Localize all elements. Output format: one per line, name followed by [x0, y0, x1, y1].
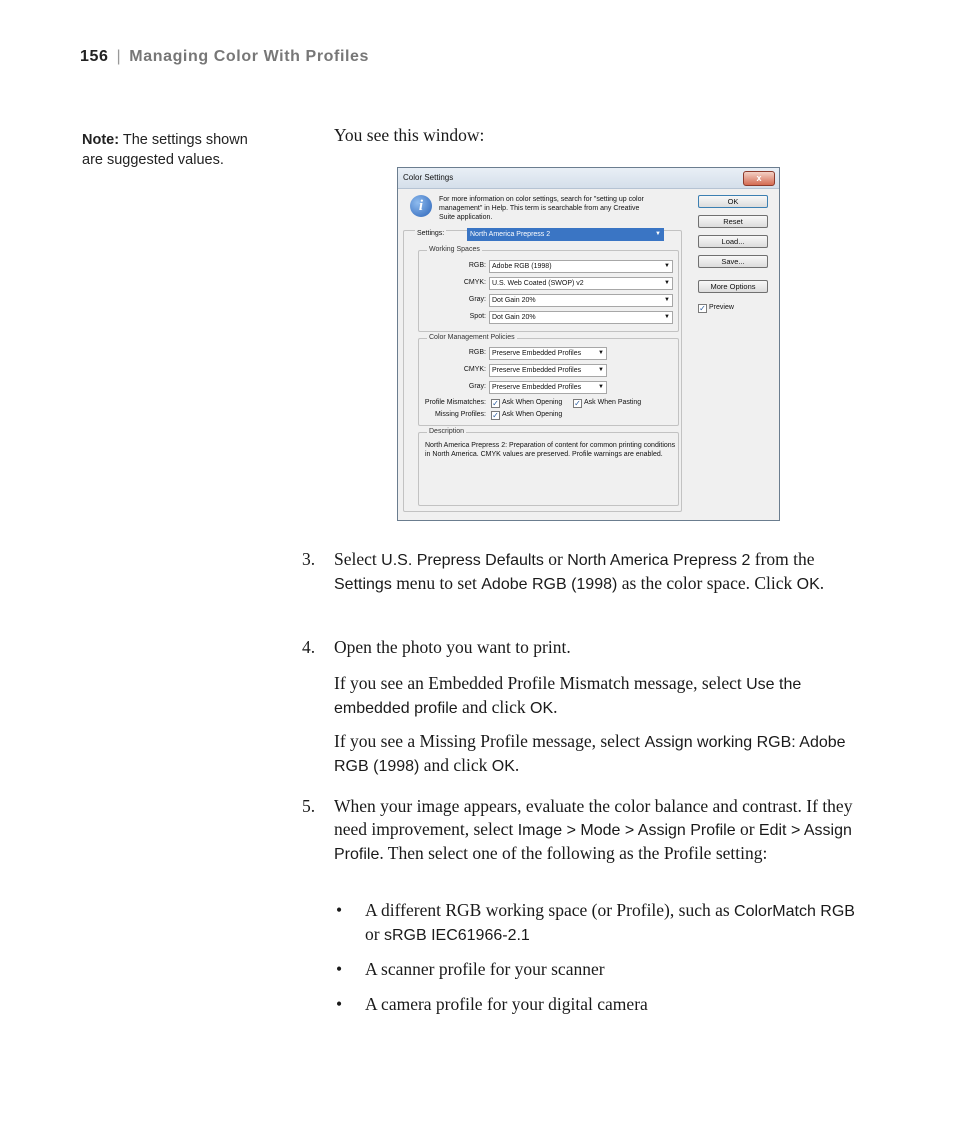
ui-term: Adobe RGB (1998) [481, 576, 618, 593]
text-run: or [735, 819, 759, 839]
description-legend: Description [429, 428, 465, 435]
more-options-button[interactable]: More Options [698, 280, 768, 293]
save-button[interactable]: Save... [698, 255, 768, 268]
chevron-down-icon: ▼ [664, 314, 670, 320]
ui-term: Use the embedded profile [334, 676, 802, 717]
ask-opening-label: Ask When Opening [502, 399, 563, 406]
ui-term: OK [530, 700, 554, 717]
bullet-item [336, 993, 865, 1016]
missing-ask-opening-label: Ask When Opening [502, 411, 563, 418]
ws-gray-label: Gray: [468, 296, 486, 303]
bullet-icon: • [336, 994, 343, 1014]
text-run: When your image appears, evaluate the color balance and contrast. If they need improvement, select [334, 796, 853, 839]
info-icon: i [410, 195, 432, 217]
reset-button[interactable]: Reset [698, 215, 768, 228]
bullet-item [336, 958, 865, 981]
chevron-down-icon: ▼ [664, 263, 670, 269]
bullet-text [365, 900, 855, 944]
settings-label: Settings: [417, 230, 445, 237]
text-run: from the [750, 549, 815, 569]
working-spaces-legend: Working Spaces [429, 246, 480, 253]
policy-gray-value: Preserve Embedded Profiles [492, 384, 582, 391]
ws-rgb-label: RGB: [468, 262, 486, 269]
ws-spot-select[interactable] [489, 311, 673, 324]
text-run: or [543, 549, 568, 569]
ui-term: OK [491, 758, 515, 775]
chevron-down-icon: ▼ [598, 367, 604, 373]
policy-rgb-value: Preserve Embedded Profiles [492, 350, 582, 357]
bullet-icon: • [336, 900, 343, 920]
bullet-item [336, 899, 865, 947]
text-run: or [365, 924, 384, 944]
ui-term: Image > Mode > Assign Profile [517, 822, 736, 839]
missing-label: Missing Profiles: [435, 411, 486, 418]
chevron-down-icon: ▼ [664, 280, 670, 286]
embedded-mismatch-paragraph [334, 672, 874, 720]
step-3 [302, 548, 874, 596]
chevron-down-icon: ▼ [598, 350, 604, 356]
preview-checkbox[interactable]: ✓ [699, 304, 706, 313]
policies-legend: Color Management Policies [429, 334, 515, 341]
text-run: menu to set [391, 573, 482, 593]
ui-term: U.S. Prepress Defaults [381, 552, 544, 569]
chevron-down-icon: ▼ [664, 297, 670, 303]
dialog-titlebar [398, 168, 779, 189]
missing-profile-paragraph [334, 730, 874, 778]
chapter-title: Managing Color With Profiles [129, 48, 370, 65]
ws-rgb-value: Adobe RGB (1998) [492, 263, 552, 270]
ws-cmyk-value: U.S. Web Coated (SWOP) v2 [492, 280, 584, 287]
ws-spot-label: Spot: [469, 313, 486, 320]
text-run: If you see an Embedded Profile Mismatch message, select [334, 673, 747, 693]
text-run: as the color space. Click [617, 573, 797, 593]
ws-cmyk-select[interactable] [489, 277, 673, 290]
page-number: 156 [80, 48, 109, 65]
preview-label: Preview [709, 304, 734, 311]
chevron-down-icon: ▼ [655, 231, 661, 237]
policy-rgb-label: RGB: [468, 349, 486, 356]
ui-term: sRGB IEC61966-2.1 [383, 927, 530, 944]
info-text: For more information on color settings, search for "setting up color management" in Help. This term is searchable from any Creative Suite application. [439, 196, 644, 221]
text-run: and click [457, 697, 531, 717]
bullet-text [365, 994, 648, 1014]
policy-cmyk-select[interactable] [489, 364, 607, 377]
step-number: 5. [302, 796, 316, 816]
text-run: . [514, 755, 520, 775]
step-number: 4. [302, 637, 316, 657]
header-separator: | [116, 48, 122, 65]
ui-term: Assign working RGB: Adobe RGB (1998) [334, 734, 846, 775]
text-run: Select [334, 549, 382, 569]
settings-value: North America Prepress 2 [470, 231, 551, 238]
step-text [334, 796, 852, 863]
mismatch-label: Profile Mismatches: [424, 399, 486, 406]
ask-opening-checkbox[interactable]: ✓ [492, 399, 499, 408]
policy-gray-label: Gray: [468, 383, 486, 390]
policy-cmyk-value: Preserve Embedded Profiles [492, 367, 582, 374]
step-text [334, 637, 571, 657]
ask-pasting-label: Ask When Pasting [584, 399, 642, 406]
ui-term: Edit > Assign Profile [334, 822, 852, 863]
side-note [82, 130, 252, 170]
color-settings-dialog [397, 167, 780, 521]
text-run: . [553, 697, 558, 717]
ws-gray-value: Dot Gain 20% [492, 297, 536, 304]
step-4 [302, 636, 874, 659]
ui-term: North America Prepress 2 [567, 552, 751, 569]
text-run: A different RGB working space (or Profile), such as [365, 900, 735, 920]
missing-ask-opening-checkbox[interactable]: ✓ [492, 411, 499, 420]
ws-spot-value: Dot Gain 20% [492, 314, 536, 321]
bullet-icon: • [336, 959, 343, 979]
step-5 [302, 795, 874, 866]
close-icon[interactable]: x [743, 171, 775, 186]
chevron-down-icon: ▼ [598, 384, 604, 390]
policy-gray-select[interactable] [489, 381, 607, 394]
description-text: North America Prepress 2: Preparation of content for common printing conditions in North America. CMYK values are preserved. Profile warnings are enabled. [425, 442, 676, 458]
text-run: A camera profile for your digital camera [365, 994, 648, 1014]
ws-rgb-select[interactable] [489, 260, 673, 273]
policy-rgb-select[interactable] [489, 347, 607, 360]
text-run: . [819, 573, 825, 593]
text-run: A scanner profile for your scanner [365, 959, 605, 979]
ws-gray-select[interactable] [489, 294, 673, 307]
step-text [334, 549, 824, 593]
ws-cmyk-label: CMYK: [463, 279, 486, 286]
step-number: 3. [302, 549, 316, 569]
text-run: . Then select one of the following as the Profile setting: [379, 843, 768, 863]
settings-dropdown[interactable] [467, 228, 664, 241]
bullet-text [365, 959, 605, 979]
note-label: Note: [82, 132, 120, 148]
ui-term: ColorMatch RGB [734, 903, 855, 920]
intro-paragraph: You see this window: [334, 125, 485, 145]
page-header [80, 48, 369, 66]
ok-button[interactable]: OK [698, 195, 768, 208]
text-run: and click [419, 755, 492, 775]
paragraph-text [334, 731, 846, 775]
ui-term: OK [796, 576, 820, 593]
load-button[interactable]: Load... [698, 235, 768, 248]
paragraph-text [334, 673, 801, 717]
policy-cmyk-label: CMYK: [463, 366, 486, 373]
ui-term: Settings [334, 576, 392, 593]
dialog-title: Color Settings [403, 173, 454, 182]
text-run: Open the photo you want to print. [334, 637, 571, 657]
ask-pasting-checkbox[interactable]: ✓ [574, 399, 581, 408]
note-text: The settings shown are suggested values. [82, 132, 248, 168]
text-run: If you see a Missing Profile message, select [334, 731, 645, 751]
